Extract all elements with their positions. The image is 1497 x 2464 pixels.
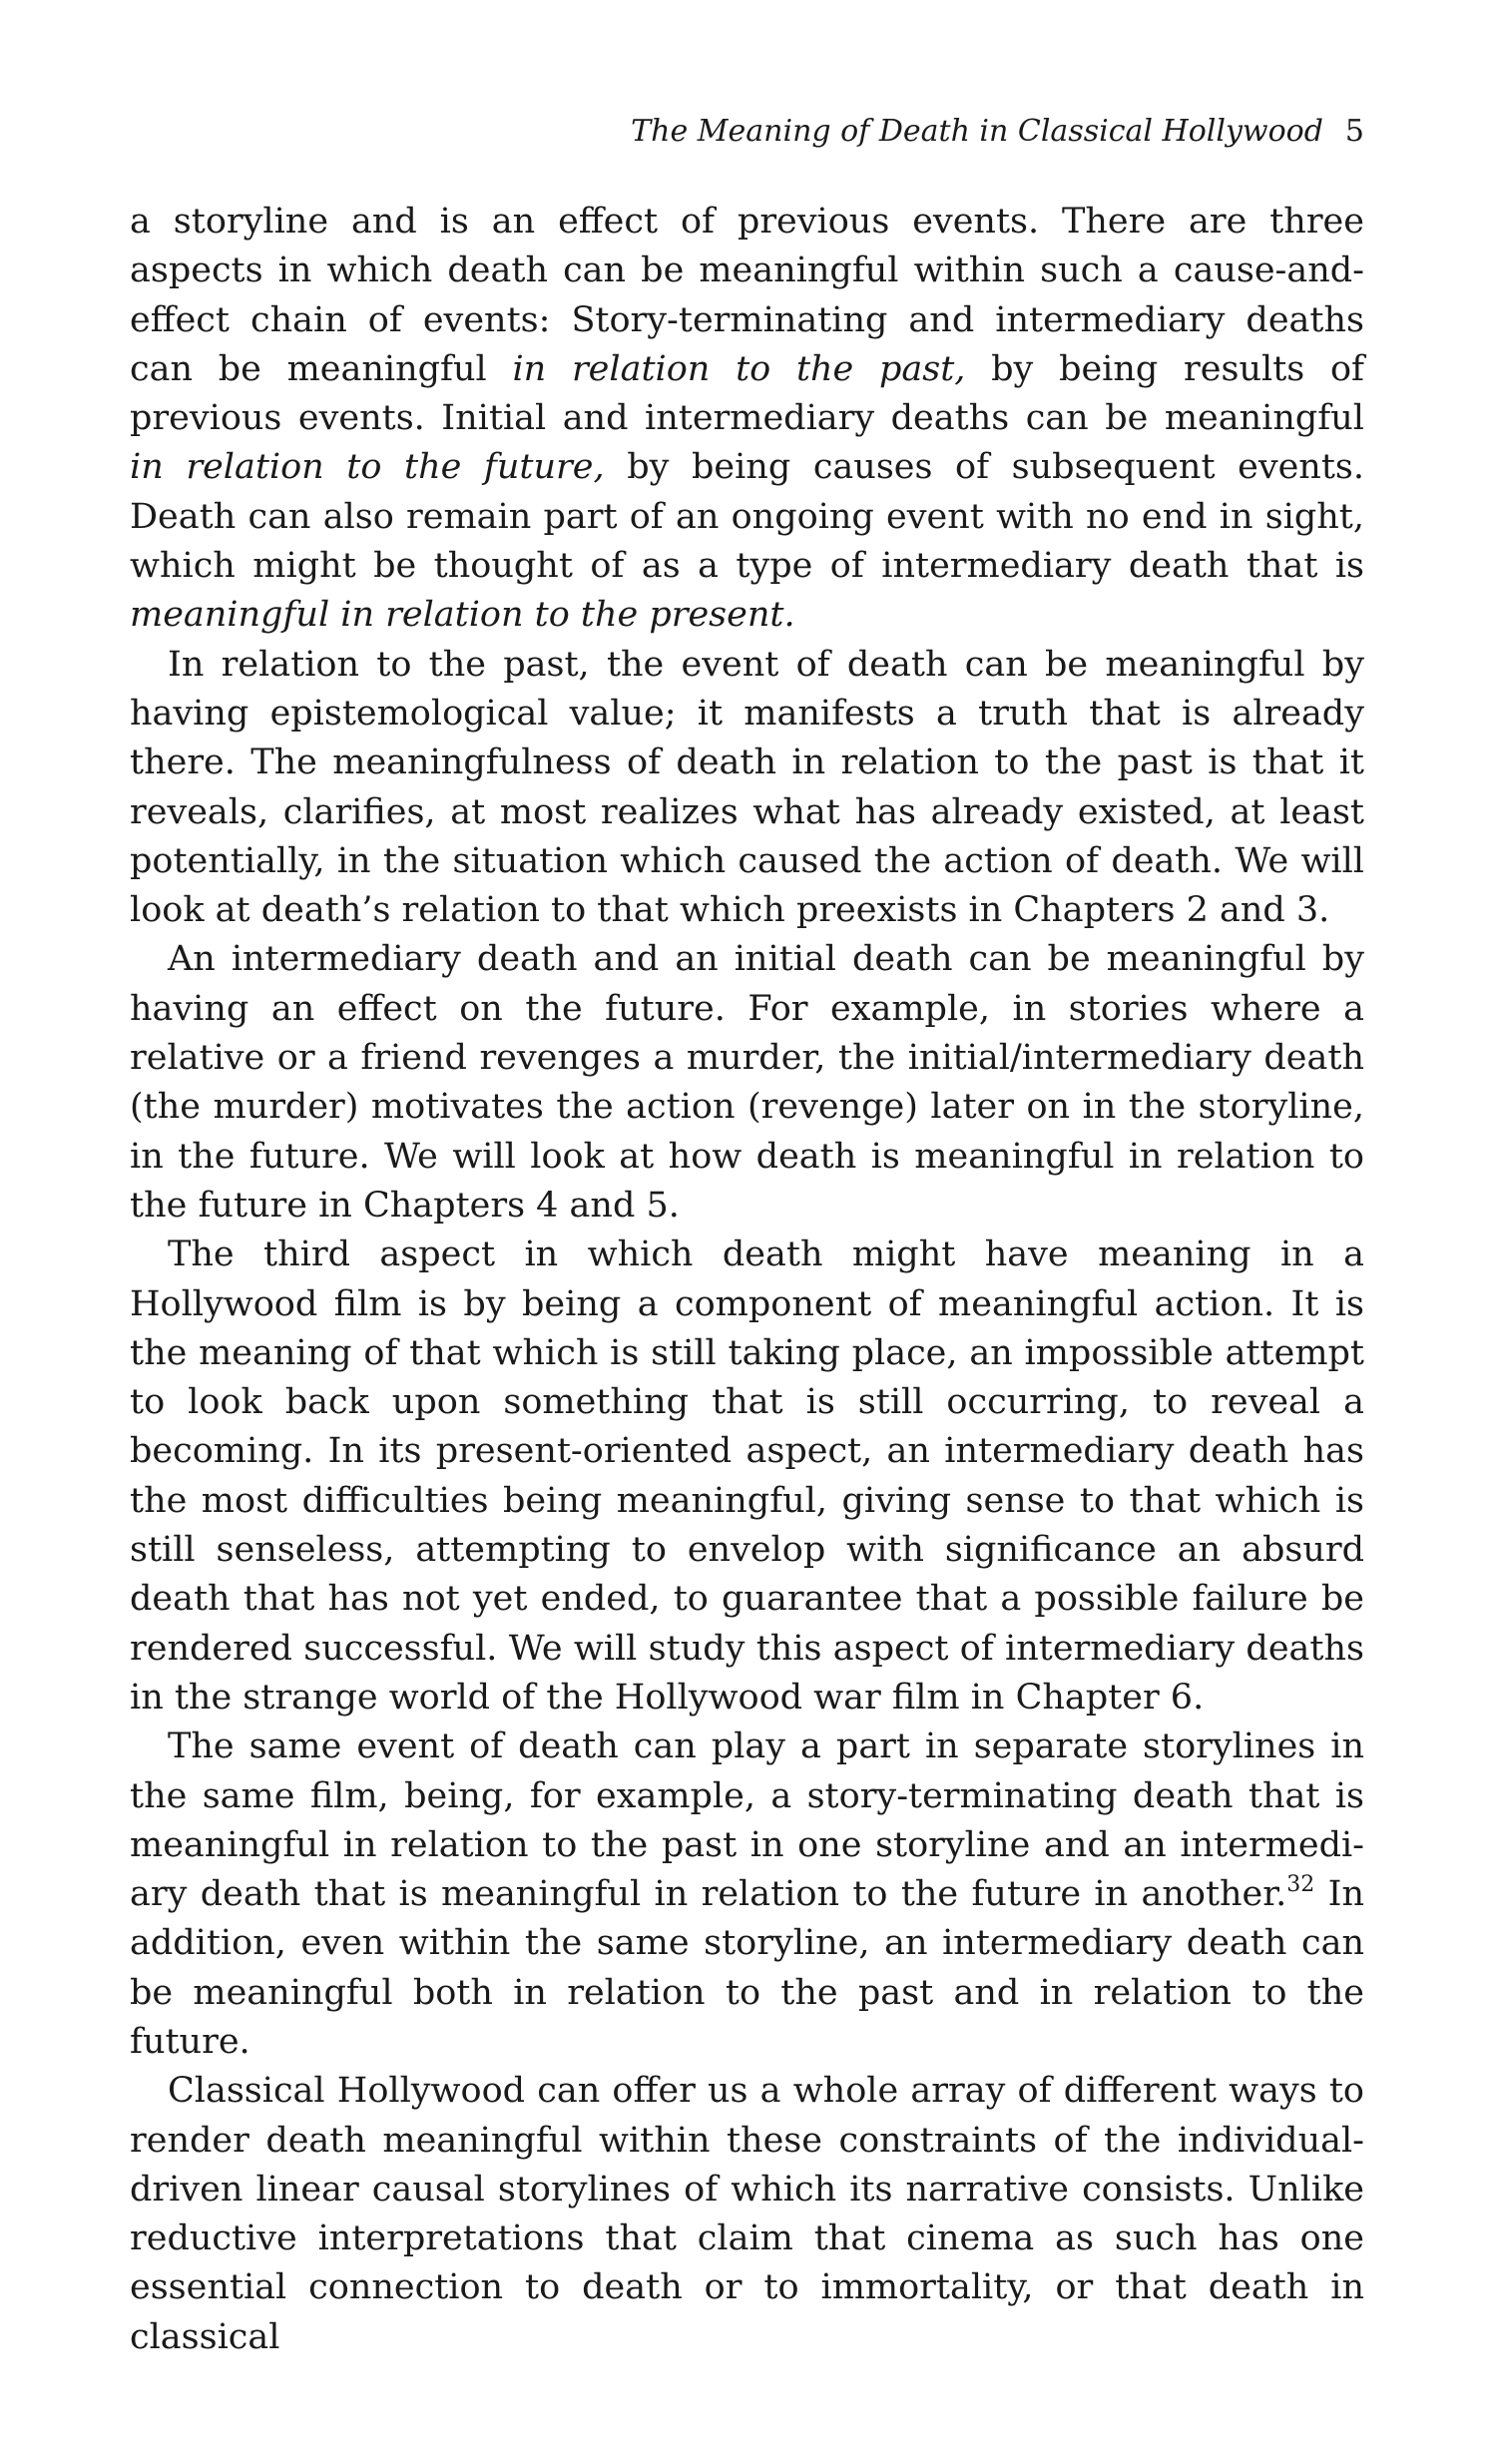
paragraph-5-text-a: The same event of death can play a part in separate storylines in the same film, being, for example, a story-terminating death that is meaningful in relation to the past in one storyline and an intermediary death that is meaningful in relation to the future in another. — [130, 1726, 1364, 1915]
footnote-reference: 32 — [1286, 1872, 1315, 1898]
paragraph-1-emphasis-present: meaningful in relation to the present. — [130, 595, 795, 636]
paragraph-1-text-a: a storyline and is an effect of previous events. There are three aspects in which death can be meaningful within such a cause-and-effect chain of events: Story-terminating and intermediary deaths can be meaningful — [130, 202, 1364, 389]
paragraph-4: The third aspect in which death might have meaning in a Hollywood film is by being a component of meaningful action. It is the meaning of that which is still taking place, an impossible attempt to look back upon something that is still occurring, to reveal a becoming. In its present-oriented aspect, an intermediary death has the most difficulties being meaningful, giving sense to that which is still senseless, attempting to envelop with significance an absurd death that has not yet ended, to guarantee that a possible failure be rendered successful. We will study this aspect of intermediary deaths in the strange world of the Hollywood war film in Chapter 6. — [130, 1234, 1364, 1718]
running-head — [130, 112, 1364, 152]
paragraph-1 — [130, 198, 1364, 641]
paragraph-5 — [130, 1723, 1364, 2067]
paragraph-1-text-e: by being causes of subsequent events. Death can also remain part of an ongoing event with no end in sight, which might be thought of as a type of intermediary death that is — [130, 447, 1364, 587]
paragraph-1-text-c: by being results of previous events. Initial and intermediary deaths can be meaningful — [130, 348, 1364, 439]
paragraph-3: An intermediary death and an initial death can be meaningful by having an effect on the future. For example, in stories where a relative or a friend revenges a murder, the initial/intermediary death (the murder) motivates the action (revenge) later on in the storyline, in the future. We will look at how death is meaningful in relation to the future in Chapters 4 and 5. — [130, 939, 1364, 1226]
paragraph-2: In relation to the past, the event of death can be meaningful by having epistemological value; it manifests a truth that is already there. The meaningfulness of death in relation to the past is that it reveals, clarifies, at most realizes what has already existed, at least potentially, in the situation which caused the action of death. We will look at death’s relation to that which preexists in Chapters 2 and 3. — [130, 644, 1364, 931]
paragraph-1-emphasis-past: in relation to the past, — [512, 348, 966, 389]
paragraph-5-text-b: In addition, even within the same storyline, an intermediary death can be meaningful both in relation to the past and in relation to the future. — [130, 1874, 1364, 2062]
page-number: 5 — [1344, 114, 1364, 149]
paragraph-6: Classical Hollywood can offer us a whole array of different ways to render death meaningful within these constraints of the individual-driven linear causal storylines of which its narrative consists. Unlike reductive interpretations that claim that cinema as such has one essential connection to death or to immortality, or that death in classical — [130, 2071, 1364, 2357]
running-title: The Meaning of Death in Classical Hollywood — [631, 114, 1323, 149]
body-text — [130, 198, 1364, 2362]
paragraph-1-emphasis-future: in relation to the future, — [130, 447, 605, 488]
